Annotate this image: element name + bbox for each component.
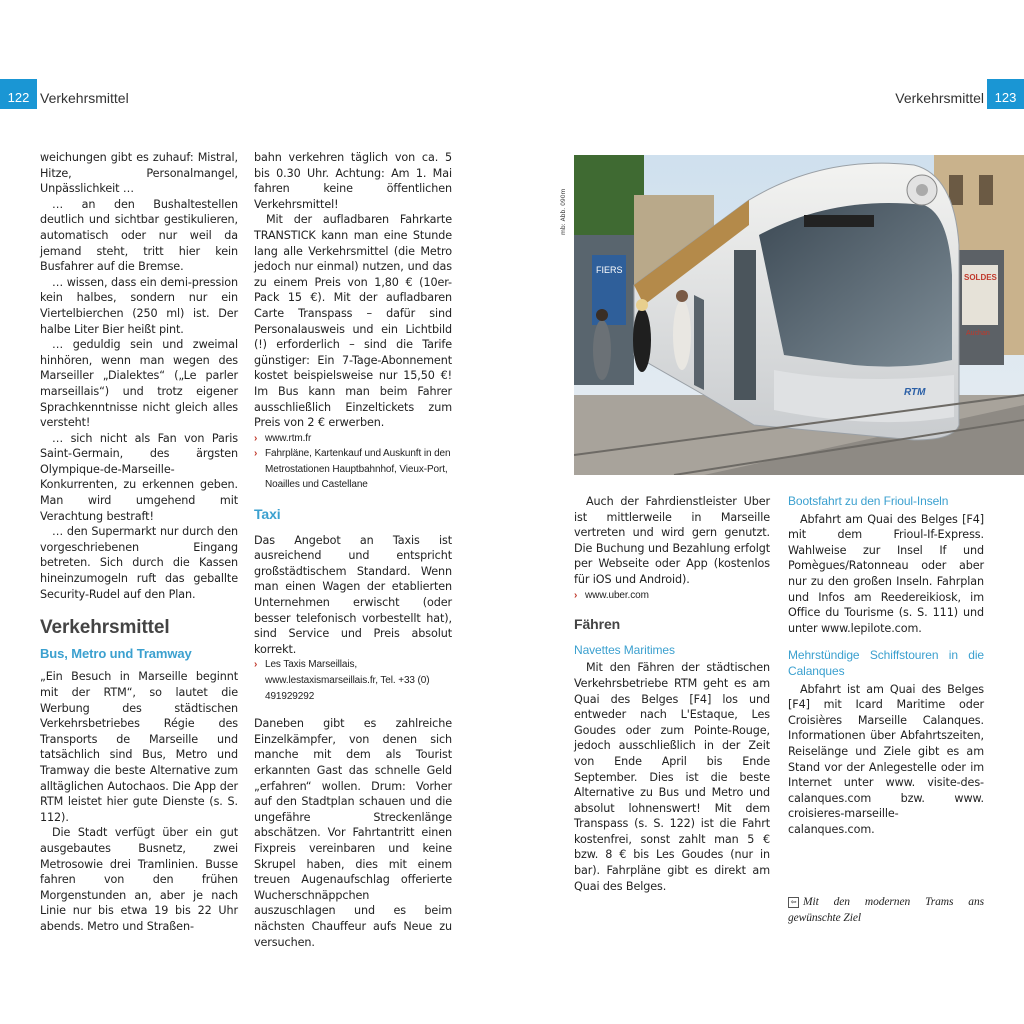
running-title-right: Verkehrsmittel: [895, 90, 984, 106]
paragraph: Das Angebot an Taxis ist ausreichend und entspricht großstädtischem Standard. Wenn man einen Wagen der etablierten Unternehmen erwischt (oder besser telefonisch vorbestellt hat), sind Service und Preis absolut korrekt.: [254, 533, 452, 656]
right-running-header: [895, 79, 1024, 109]
subheading: Navettes Maritimes: [574, 642, 675, 657]
column-2: [254, 150, 452, 950]
paragraph: „Ein Besuch in Marseille beginnt mit der RTM“, so lautet die Werbung des städtischen Verkehrsbetriebes Régie des Transports de Marseille und tatsächlich sind Bus, Metro und Tramway die beste Alternative zum alltäglichen Autochaos. Die App der RTM leistet hier gute Dienste (s. S. 112).: [40, 670, 238, 824]
paragraph: weichungen gibt es zuhauf: Mistral, Hitze, Personalmangel, Unpässlichkeit …: [40, 151, 238, 196]
info-text: www.rtm.fr: [265, 432, 312, 444]
info-link[interactable]: [254, 431, 452, 447]
page-number-left: 122: [0, 79, 37, 109]
tram-logo: RTM: [904, 387, 926, 398]
paragraph: Auch der Fahrdienstleister Uber ist mittlerweile in Marseille vertreten und wird gern genutzt. Die Buchung und Bezahlung erfolgt per Webseite oder App (kostenlos für iOS und Android).: [574, 495, 770, 586]
arrow-icon: ›: [574, 589, 578, 601]
page-number-right: 123: [987, 79, 1024, 109]
paragraph: Die Stadt verfügt über ein gut ausgebautes Busnetz, zwei Metrosowie drei Tramlinien. Busse fahren von den frühen Morgenstunden an, aber je nach Linie nur bis etwa 19 bis 22 Uhr abends. Metro und Straßen-: [40, 826, 238, 933]
subsection-heading: Taxi: [254, 506, 281, 523]
tram-photo: [574, 155, 1024, 475]
column-3: [574, 494, 770, 894]
column-1: [40, 150, 238, 935]
paragraph: … wissen, dass ein demi-pression kein halbes, sondern nur ein Viertelbierchen (250 ml) ist. Der halbe Liter Bier heißt pint.: [40, 275, 238, 336]
info-note: [254, 657, 452, 704]
photo-caption: [788, 895, 984, 926]
info-link[interactable]: [574, 588, 770, 604]
running-title-left: Verkehrsmittel: [40, 90, 129, 106]
paragraph: Mit der aufladbaren Fahrkarte TRANSTICK kann man eine Stunde lang alle Verkehrsmittel (die Metro jedoch nur einmal) nutzen, und das zu einem Preis von 1,80 € (10er-Pack 15 €). Mit der aufladbaren Carte Transpass – dafür sind Personalausweis und ein Lichtbild (!) erforderlich – sind die Tarife günstiger: Ein 7-Tage-Abonnement kostet beispielsweise nur 15,50 €! Im Bus kann man beim Fahrer ausschließlich Einzeltickets zum Preis von 2 € erwerben.: [254, 213, 452, 430]
arrow-icon: ›: [254, 659, 258, 671]
subheading: Mehrstündige Schiffstouren in die Calanques: [788, 648, 984, 678]
left-running-header: [0, 79, 129, 109]
caption-pointer-icon: ⇦: [788, 897, 799, 908]
subheading: Bootsfahrt zu den Frioul-Inseln: [788, 494, 949, 508]
paragraph: Abfahrt ist am Quai des Belges [F4] mit Icard Maritime oder Croisières Marseille Calanques. Informationen über Abfahrtszeiten, Reiselänge und Ziele gibt es am Stand vor der Anlegestelle oder im Internet unter www. visite-des-calanques.com bzw. www. croisieres-marseille-calanques.com.: [788, 682, 984, 836]
info-text: Fahrpläne, Kartenkauf und Auskunft in den Metrostationen Hauptbahnhof, Vieux-Port, Noailles und Castellane: [265, 448, 451, 491]
subsection-heading: Bus, Metro und Tramway: [40, 645, 192, 661]
subsection-heading: Fähren: [574, 616, 621, 633]
paragraph: … den Supermarkt nur durch den vorgeschriebenen Eingang betreten. Sich durch die Kassen hineinzumogeln ruft das geballte Security-Rudel auf den Plan.: [40, 525, 238, 601]
section-heading: Verkehrsmittel: [40, 617, 170, 639]
info-note: [254, 446, 452, 493]
info-text: Les Taxis Marseillais, www.lestaxismarseillais.fr, Tel. +33 (0) 491929292: [265, 659, 430, 702]
paragraph: … geduldig sein und zweimal hinhören, wenn man wegen des Marseiller „Dialektes“ („Le parler marseillais“) und trotz eigener Sprachkenntnisse nicht gleich alles versteht!: [40, 338, 238, 430]
photo-credit: mb: Abb. 090m: [560, 188, 567, 235]
arrow-icon: ›: [254, 448, 258, 460]
paragraph: Mit den Fähren der städtischen Verkehrsbetriebe RTM geht es am Quai des Belges [F4] los und entweder nach L'Estaque, Les Goudes oder zum Pointe-Rouge, jedoch ausschließlich in der Zeit von Ende April bis Ende September. Dies ist die beste Alternative zu Bus und Metro und absolut lohnenswert! Mit dem Transpass (s. S. 122) ist die Fahrt kostenfrei, sonst zahlt man 5 € bzw. 8 € bis Les Goudes (nur in bar). Fahrpläne gibt es direkt am Quai des Belges.: [574, 661, 770, 893]
column-4: [788, 494, 984, 927]
caption-text: Mit den modernen Trams ans gewünschte Ziel: [788, 896, 984, 925]
paragraph: Abfahrt am Quai des Belges [F4] mit dem Frioul-If-Express. Wahlweise zur Insel If und Pomègues/Ratonneau oder aber nur zu den großen Inseln. Fahrplan und Infos am Reedereikiosk, im Office du Tourisme (s. S. 111) und unter www.lepilote.com.: [788, 512, 984, 635]
paragraph: … an den Bushaltestellen deutlich und sichtbar gestikulieren, automatisch oder nur weil da jemand steht, tritt hier kein Busfahrer auf die Bremse.: [40, 197, 238, 274]
arrow-icon: ›: [254, 432, 258, 444]
paragraph: Daneben gibt es zahlreiche Einzelkämpfer, von denen sich manche mit dem als Tourist erkannten Gast das schnelle Geld „erfahren“ wollen. Drum: Vorher auf den Stadtplan schauen und die ungefähre Streckenlänge abschätzen. Vor Fahrtantritt einen Fixpreis vereinbaren und keine Skrupel haben, dies mit einem treuen Augenaufschlag offerierte Wucherschnäppchen auszuschlagen und es beim nächsten Chauffeur aufs Neue zu versuchen.: [254, 717, 452, 949]
sign-fiers: FIERS: [596, 265, 623, 275]
paragraph: … sich nicht als Fan von Paris Saint-Germain, des ärgsten Olympique-de-Marseille-Konkurrenten, zu erkennen geben. Man wird umgehend mit Verachtung bestraft!: [40, 431, 238, 523]
info-text: www.uber.com: [585, 589, 649, 601]
sign-soldes: SOLDES: [964, 273, 997, 282]
paragraph: bahn verkehren täglich von ca. 5 bis 0.30 Uhr. Achtung: Am 1. Mai fahren keine öffentlichen Verkehrsmittel!: [254, 151, 452, 211]
sign-auchan: Auchan: [966, 330, 990, 337]
